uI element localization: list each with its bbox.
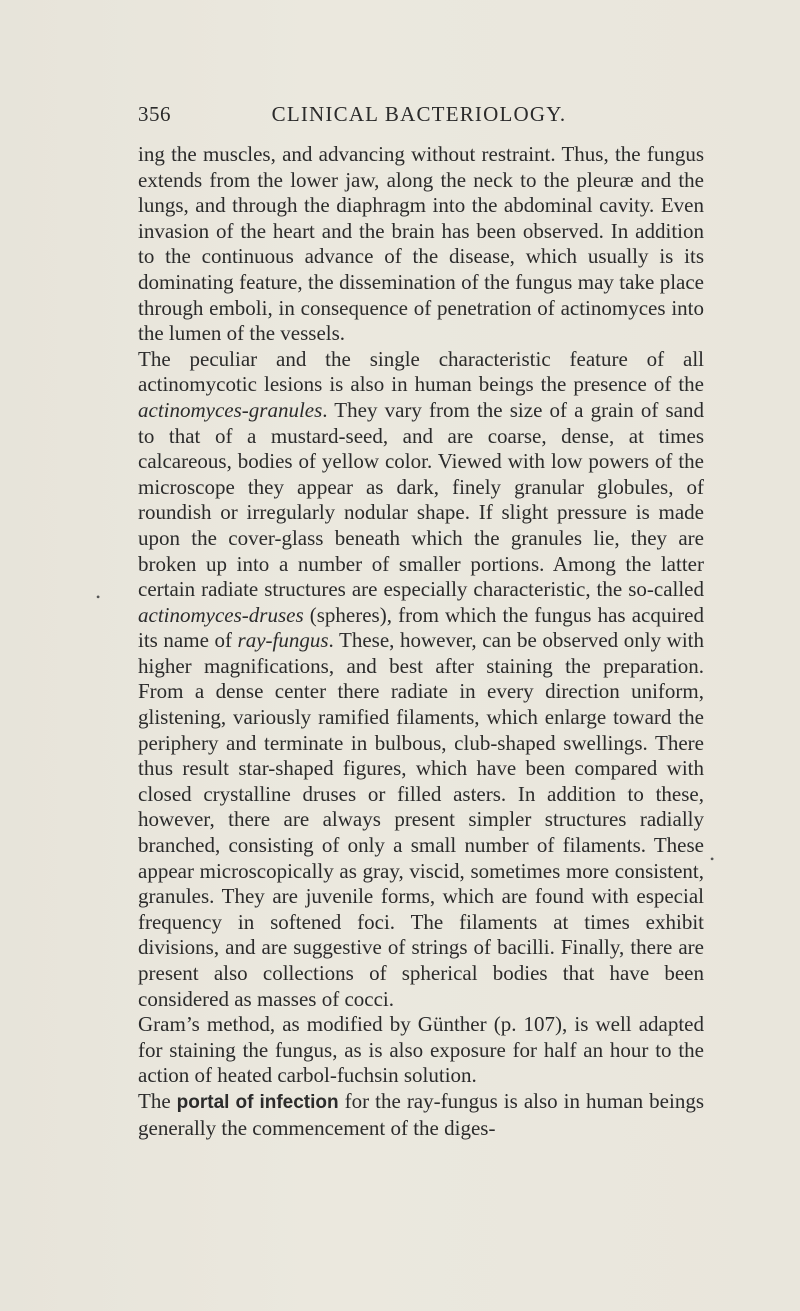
margin-mark-left: • [96,590,101,604]
paragraph-4 [138,1089,704,1141]
paragraph-4-text-a: The [138,1088,177,1113]
paragraph-2-text-d: . These, however, can be observed only with higher magnifications, and best after staining the preparation. From a dense center there radiate in every direction uniform, glistening, variously ramified filaments, which enlarge toward the periphery and terminate in bulbous, club-shaped swellings. There thus result star-shaped figures, which have been compared with closed crystalline druses or filled asters. In addition to these, however, there are always present simpler structures radially branched, consisting of only a small number of filaments. These appear microscopically as gray, viscid, sometimes more consistent, granules. They are juvenile forms, which are found with especial frequency in softened foci. The filaments at times exhibit divisions, and are suggestive of strings of bacilli. Finally, there are present also collections of spherical bodies that have been considered as masses of cocci. [138,628,704,1011]
term-actinomyces-granules: actinomyces-granules [138,397,323,422]
term-ray-fungus: ray-fungus [237,628,329,653]
page-header [138,102,700,132]
paragraph-2 [138,347,704,1012]
body-text [138,142,704,1141]
paragraph-2-text-b: . They vary from the size of a grain of sand to that of a mustard-seed, and are coarse, dense, at times calcareous, bodies of yellow color. Viewed with low powers of the microscope they appear as dark, finely granular globules, of roundish or irregularly nodular shape. If slight pressure is made upon the cover-glass beneath which the granules lie, they are broken up into a number of smaller portions. Among the latter certain radiate structures are especially characteristic, the so-called [138,397,704,602]
paragraph-1: ing the muscles, and advancing without restraint. Thus, the fungus extends from the lower jaw, along the neck to the pleuræ and the lungs, and through the diaphragm into the abdominal cavity. Even invasion of the heart and the brain has been observed. In addition to the continuous advance of the disease, which usually is its dominating feature, the dissemination of the fungus may take place through emboli, in consequence of penetration of actinomyces into the lumen of the vessels. [138,142,704,346]
paragraph-3: Gram’s method, as modified by Günther (p. 107), is well adapted for staining the fungus, as is also exposure for half an hour to the action of heated carbol-fuchsin solution. [138,1012,704,1088]
running-head: CLINICAL BACTERIOLOGY. [271,102,567,126]
term-actinomyces-druses: actinomyces-druses [138,602,304,627]
paragraph-4-text-b: for the ray-fungus is also in human beings generally the commencement of the diges- [138,1088,704,1140]
paragraph-2-text-a: The peculiar and the single characteristic feature of all actinomycotic lesions is also in human beings the presence of the [138,346,704,397]
paragraph-2-text-c: (spheres), from which the fungus has acquired its name of [138,602,704,653]
margin-mark-right: • [710,852,715,866]
term-portal-of-infection: portal of infection [176,1091,339,1113]
page-number: 356 [138,102,171,126]
